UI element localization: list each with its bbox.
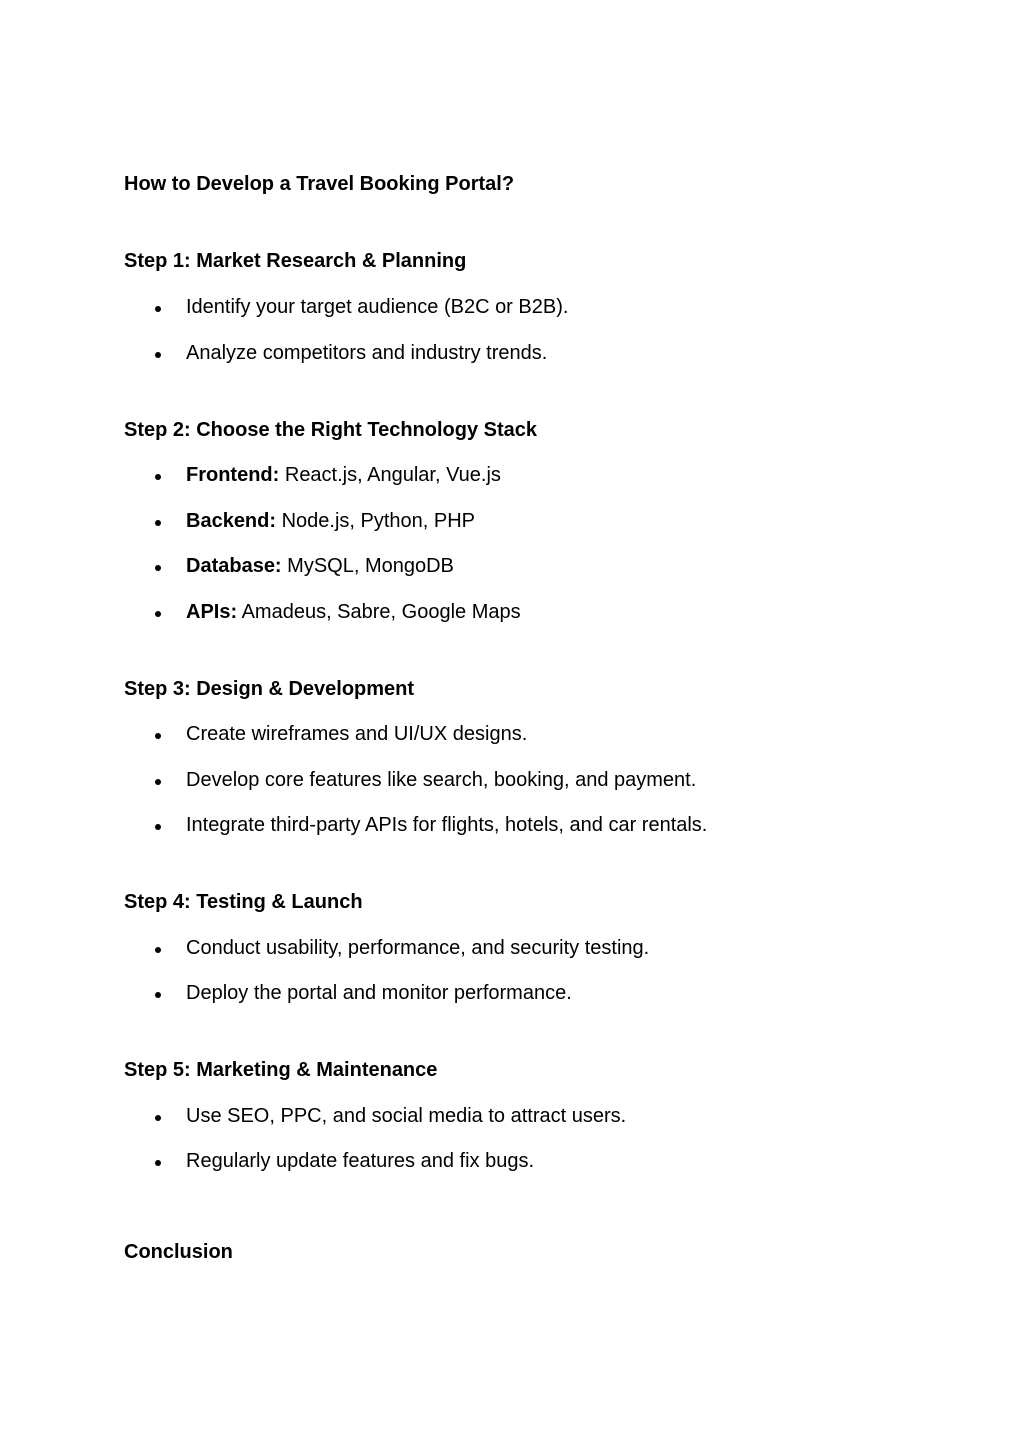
list-item-text: Analyze competitors and industry trends. <box>186 342 548 364</box>
list-item-text: Deploy the portal and monitor performance. <box>186 982 572 1004</box>
list-item-text: MySQL, MongoDB <box>281 555 454 577</box>
list-item-label: Backend: <box>186 510 277 532</box>
list-item-text: Create wireframes and UI/UX designs. <box>186 723 528 745</box>
list-item <box>186 722 527 746</box>
list-item-label: Frontend: <box>186 464 280 486</box>
list-item-label: APIs: <box>186 601 238 623</box>
list-item <box>186 936 649 960</box>
list-item <box>186 1149 534 1173</box>
list-item <box>186 509 475 533</box>
list-item-label: Database: <box>186 555 282 577</box>
list-item-text: Amadeus, Sabre, Google Maps <box>237 601 521 623</box>
list-item <box>186 295 568 319</box>
list-item <box>186 600 521 624</box>
section-heading-conclusion: Conclusion <box>124 1241 233 1263</box>
list-item-text: Develop core features like search, booking, and payment. <box>186 769 697 791</box>
section-heading-step-5: Step 5: Marketing & Maintenance <box>124 1059 438 1081</box>
list-item <box>186 463 501 487</box>
list-item-text: Node.js, Python, PHP <box>276 510 476 532</box>
list-item <box>186 1104 626 1128</box>
section-heading-step-2: Step 2: Choose the Right Technology Stack <box>124 419 538 441</box>
bullet-icon <box>155 306 161 312</box>
bullet-icon <box>155 352 161 358</box>
bullet-icon <box>155 779 161 785</box>
section-heading-step-4: Step 4: Testing & Launch <box>124 891 363 913</box>
bullet-icon <box>155 1160 161 1166</box>
bullet-icon <box>155 565 161 571</box>
section-heading-step-3: Step 3: Design & Development <box>124 678 415 700</box>
document-title: How to Develop a Travel Booking Portal? <box>124 173 515 195</box>
bullet-icon <box>155 474 161 480</box>
bullet-icon <box>155 1115 161 1121</box>
list-item-text: Integrate third-party APIs for flights, hotels, and car rentals. <box>186 814 708 836</box>
bullet-icon <box>155 733 161 739</box>
section-heading-step-1: Step 1: Market Research & Planning <box>124 250 467 272</box>
bullet-icon <box>155 611 161 617</box>
list-item-text: Use SEO, PPC, and social media to attract users. <box>186 1105 627 1127</box>
bullet-icon <box>155 824 161 830</box>
bullet-icon <box>155 520 161 526</box>
list-item <box>186 768 696 792</box>
bullet-icon <box>155 947 161 953</box>
list-item <box>186 981 572 1005</box>
list-item <box>186 813 707 837</box>
list-item <box>186 341 547 365</box>
list-item-text: React.js, Angular, Vue.js <box>279 464 501 486</box>
list-item-text: Identify your target audience (B2C or B2B). <box>186 296 569 318</box>
bullet-icon <box>155 992 161 998</box>
list-item-text: Regularly update features and fix bugs. <box>186 1150 534 1172</box>
list-item <box>186 554 454 578</box>
list-item-text: Conduct usability, performance, and security testing. <box>186 937 650 959</box>
